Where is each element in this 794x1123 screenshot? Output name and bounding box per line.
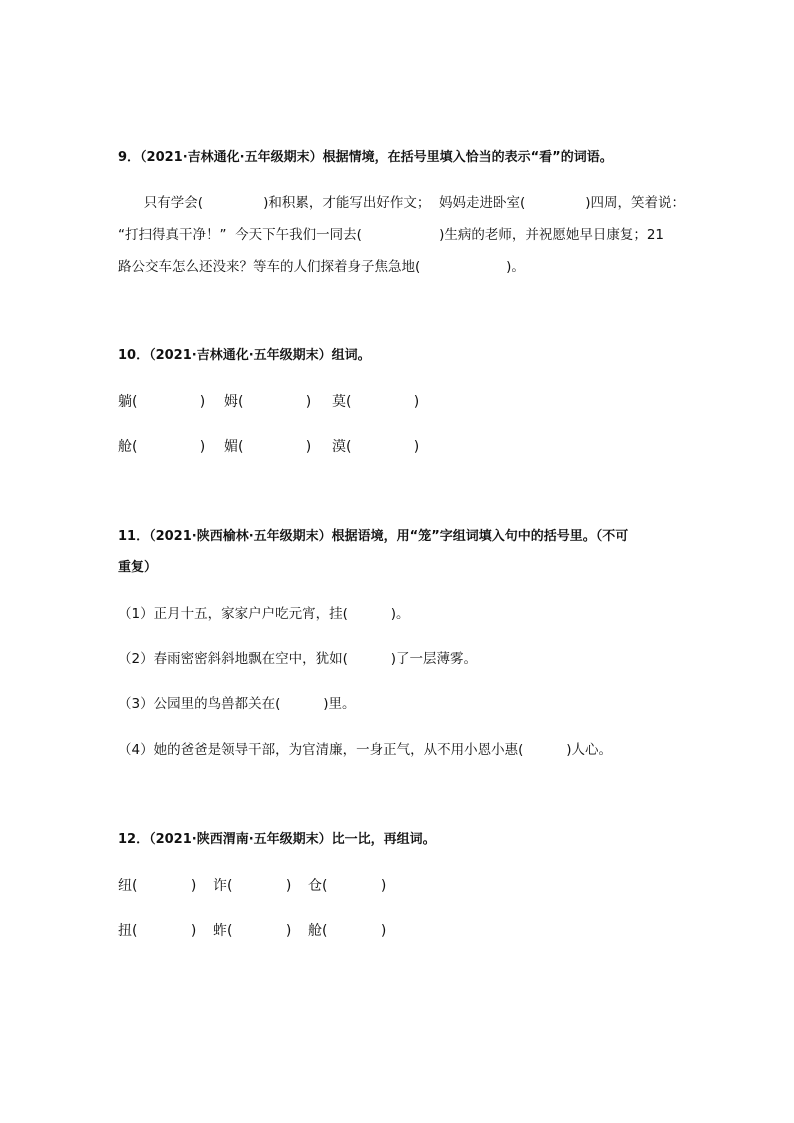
word-blank: 纽( ) <box>118 878 197 894</box>
question-9-heading: 9．（2021·吉林通化·五年级期末）根据情境，在括号里填入恰当的表示“看”的词语。 <box>118 150 613 165</box>
question-11-item-4: （4）她的爸爸是领导干部，为官清廉，一身正气，从不用小恩小惠( )人心。 <box>118 742 613 758</box>
question-9-line-1: 只有学会( )和积累，才能写出好作文； 妈妈走进卧室( )四周，笑着说： <box>118 195 686 211</box>
word-blank: 媚( ) <box>224 439 312 455</box>
word-blank: 舱( ) <box>118 439 206 455</box>
word-blank: 扭( ) <box>118 923 197 939</box>
question-11-item-2: （2）春雨密密斜斜地飘在空中，犹如( )了一层薄雾。 <box>118 651 478 667</box>
question-9-line-2: “打扫得真干净！” 今天下午我们一同去( )生病的老师，并祝愿她早日康复；21 <box>118 227 665 243</box>
word-blank: 莫( ) <box>332 394 420 410</box>
word-blank: 诈( ) <box>213 878 292 894</box>
question-11-item-3: （3）公园里的鸟兽都关在( )里。 <box>118 696 356 712</box>
question-12-row-2 <box>118 921 518 941</box>
word-blank: 蚱( ) <box>213 923 292 939</box>
question-9-line-3: 路公交车怎么还没来？等车的人们探着身子焦急地( )。 <box>118 259 525 275</box>
word-blank: 仓( ) <box>308 878 387 894</box>
question-12-heading: 12．（2021·陕西渭南·五年级期末）比一比，再组词。 <box>118 832 436 847</box>
word-blank: 漠( ) <box>332 439 420 455</box>
question-11-heading: 11．（2021·陕西榆林·五年级期末）根据语境，用“笼”字组词填入句中的括号里。（不可 <box>118 529 629 544</box>
question-11-item-1: （1）正月十五，家家户户吃元宵，挂( )。 <box>118 606 410 622</box>
question-10-row-1 <box>118 392 518 412</box>
question-12-row-1 <box>118 876 518 896</box>
word-blank: 躺( ) <box>118 394 206 410</box>
word-blank: 姆( ) <box>224 394 312 410</box>
word-blank: 舱( ) <box>308 923 387 939</box>
question-10-heading: 10．（2021·吉林通化·五年级期末）组词。 <box>118 348 371 363</box>
question-11-heading-cont: 重复） <box>118 560 158 575</box>
question-10-row-2 <box>118 437 518 457</box>
